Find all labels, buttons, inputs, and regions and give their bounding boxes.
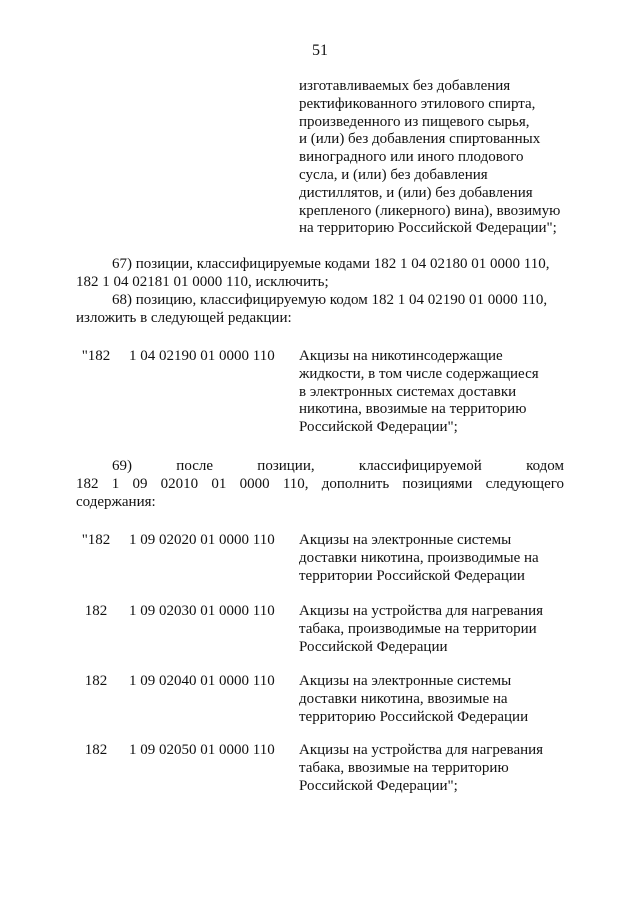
text-line: табака, ввозимые на территорию (299, 759, 509, 776)
page-number: 51 (312, 42, 328, 59)
row-description (299, 742, 567, 795)
budget-code: 1 09 02050 01 0000 110 (129, 742, 275, 758)
text-line: Российской Федерации"; (299, 419, 458, 436)
text-line: произведенного из пищевого сырья, (299, 113, 530, 130)
text-line: Акцизы на электронные системы (299, 673, 512, 689)
word: кодом (526, 458, 564, 474)
text-line: Акцизы на никотинсодержащие (299, 348, 503, 364)
text-line: Акцизы на устройства для нагревания (299, 603, 544, 619)
text-line: территорию Российской Федерации (299, 708, 529, 725)
row-description (299, 603, 567, 656)
budget-code: 1 09 02040 01 0000 110 (129, 673, 275, 689)
budget-code: 1 04 02190 01 0000 110 (129, 348, 275, 364)
text-line: виноградного или иного плодового (299, 149, 524, 166)
text-line: ректификованного этилового спирта, (299, 95, 536, 112)
text-line: доставки никотина, ввозимые на (299, 690, 508, 707)
text-line: и (или) без добавления спиртованных (299, 131, 541, 148)
paragraph-line: изложить в следующей редакции: (76, 309, 292, 326)
text-line: Акцизы на устройства для нагревания (299, 742, 544, 758)
text-line: на территорию Российской Федерации"; (299, 220, 557, 237)
word: позициями (402, 475, 473, 492)
word: 182 1 09 02010 01 0000 110, (76, 475, 309, 492)
budget-code: 1 09 02020 01 0000 110 (129, 532, 275, 548)
paragraph-item-67 (76, 256, 564, 292)
text-line: табака, производимые на территории (299, 620, 537, 637)
paragraph-line: 182 1 04 02181 01 0000 110, исключить; (76, 273, 329, 290)
text-line: Российской Федерации"; (299, 777, 458, 794)
paragraph-item-69 (76, 458, 564, 511)
row-description (299, 673, 567, 726)
admin-code: 182 (84, 603, 108, 619)
text-line: дистиллятов, и (или) без добавления (299, 184, 533, 201)
text-line: Российской Федерации (299, 638, 448, 655)
text-line: сусла, и (или) без добавления (299, 166, 488, 183)
word: дополнить (321, 475, 390, 492)
admin-code: 182 (84, 742, 108, 758)
row-description (299, 532, 567, 585)
text-line: изготавливаемых без добавления (299, 78, 511, 94)
admin-code: "182 (81, 532, 111, 548)
paragraph-line: 67) позиции, классифицируемые кодами 182 1 04 02180 01 0000 110, (112, 256, 550, 272)
word: следующего (485, 475, 565, 492)
admin-code: 182 (84, 673, 108, 689)
paragraph-line: 68) позицию, классифицируемую кодом 182 1 04 02190 01 0000 110, (112, 292, 548, 308)
paragraph-line (76, 458, 564, 476)
row-description (299, 348, 567, 437)
text-line: жидкости, в том числе содержащиеся (299, 365, 539, 382)
paragraph-item-68 (76, 292, 564, 328)
text-line: крепленого (ликерного) вина), ввозимую (299, 202, 561, 219)
word: позиции, (257, 458, 315, 474)
text-line: никотина, ввозимые на территорию (299, 401, 527, 418)
continued-description (299, 78, 599, 238)
paragraph-line (76, 476, 564, 494)
word: классифицируемой (358, 458, 482, 474)
word: 69) после (112, 458, 213, 474)
paragraph-line: содержания: (76, 493, 156, 510)
admin-code: "182 (81, 348, 111, 364)
budget-code: 1 09 02030 01 0000 110 (129, 603, 275, 619)
text-line: Акцизы на электронные системы (299, 532, 512, 548)
text-line: в электронных системах доставки (299, 383, 517, 400)
text-line: территории Российской Федерации (299, 567, 525, 584)
text-line: доставки никотина, производимые на (299, 549, 539, 566)
